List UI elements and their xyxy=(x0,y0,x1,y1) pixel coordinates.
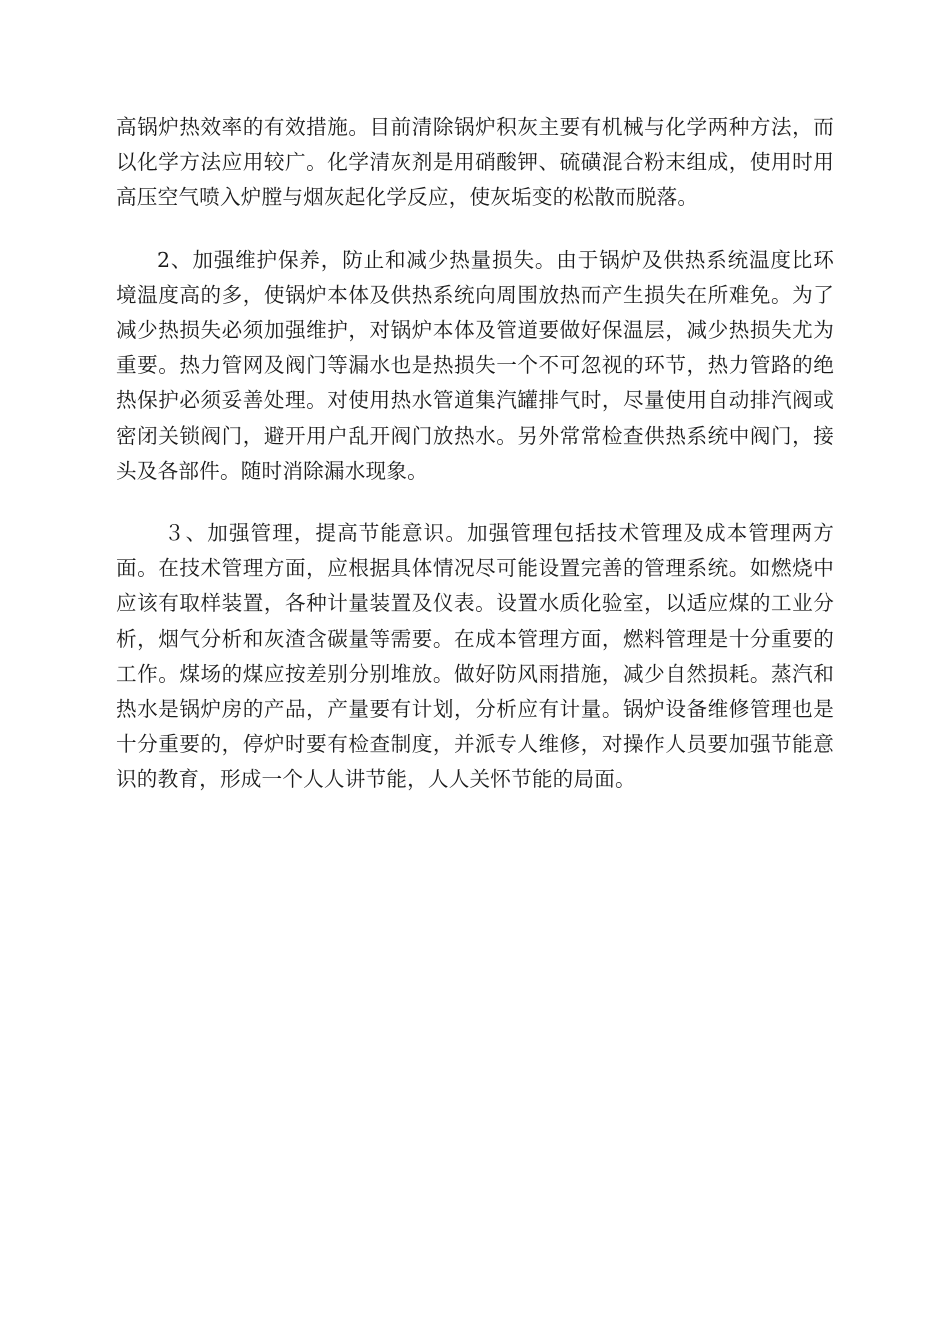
document-body xyxy=(116,110,834,798)
paragraph-maintenance-heat-loss: 2、加强维护保养，防止和减少热量损失。由于锅炉及供热系统温度比环境温度高的多，使锅炉本体及供热系统向周围放热而产生损失在所难免。为了减少热损失必须加强维护，对锅炉本体及管道要做好保温层，减少热损失尤为重要。热力管网及阀门等漏水也是热损失一个不可忽视的环节，热力管路的绝热保护必须妥善处理。对使用热水管道集汽罐排气时，尽量使用自动排汽阀或密闭关锁阀门，避开用户乱开阀门放热水。另外常常检查供热系统中阀门，接头及各部件。随时消除漏水现象。 xyxy=(116,247,834,483)
paragraph-continuation-ash-cleaning: 高锅炉热效率的有效措施。目前清除锅炉积灰主要有机械与化学两种方法，而以化学方法应用较广。化学清灰剂是用硝酸钾、硫磺混合粉末组成，使用时用高压空气喷入炉膛与烟灰起化学反应，使灰垢变的松散而脱落。 xyxy=(116,115,834,210)
paragraph-management-energy-saving: ３、加强管理，提高节能意识。加强管理包括技术管理及成本管理两方面。在技术管理方面，应根据具体情况尽可能设置完善的管理系统。如燃烧中应该有取样装置，各种计量装置及仪表。设置水质化验室，以适应煤的工业分析，烟气分析和灰渣含碳量等需要。在成本管理方面，燃料管理是十分重要的工作。煤场的煤应按差别分别堆放。做好防风雨措施，减少自然损耗。蒸汽和热水是锅炉房的产品，产量要有计划，分析应有计量。锅炉设备维修管理也是十分重要的，停炉时要有检查制度，并派专人维修，对操作人员要加强节能意识的教育，形成一个人人讲节能，人人关怀节能的局面。 xyxy=(116,521,834,792)
